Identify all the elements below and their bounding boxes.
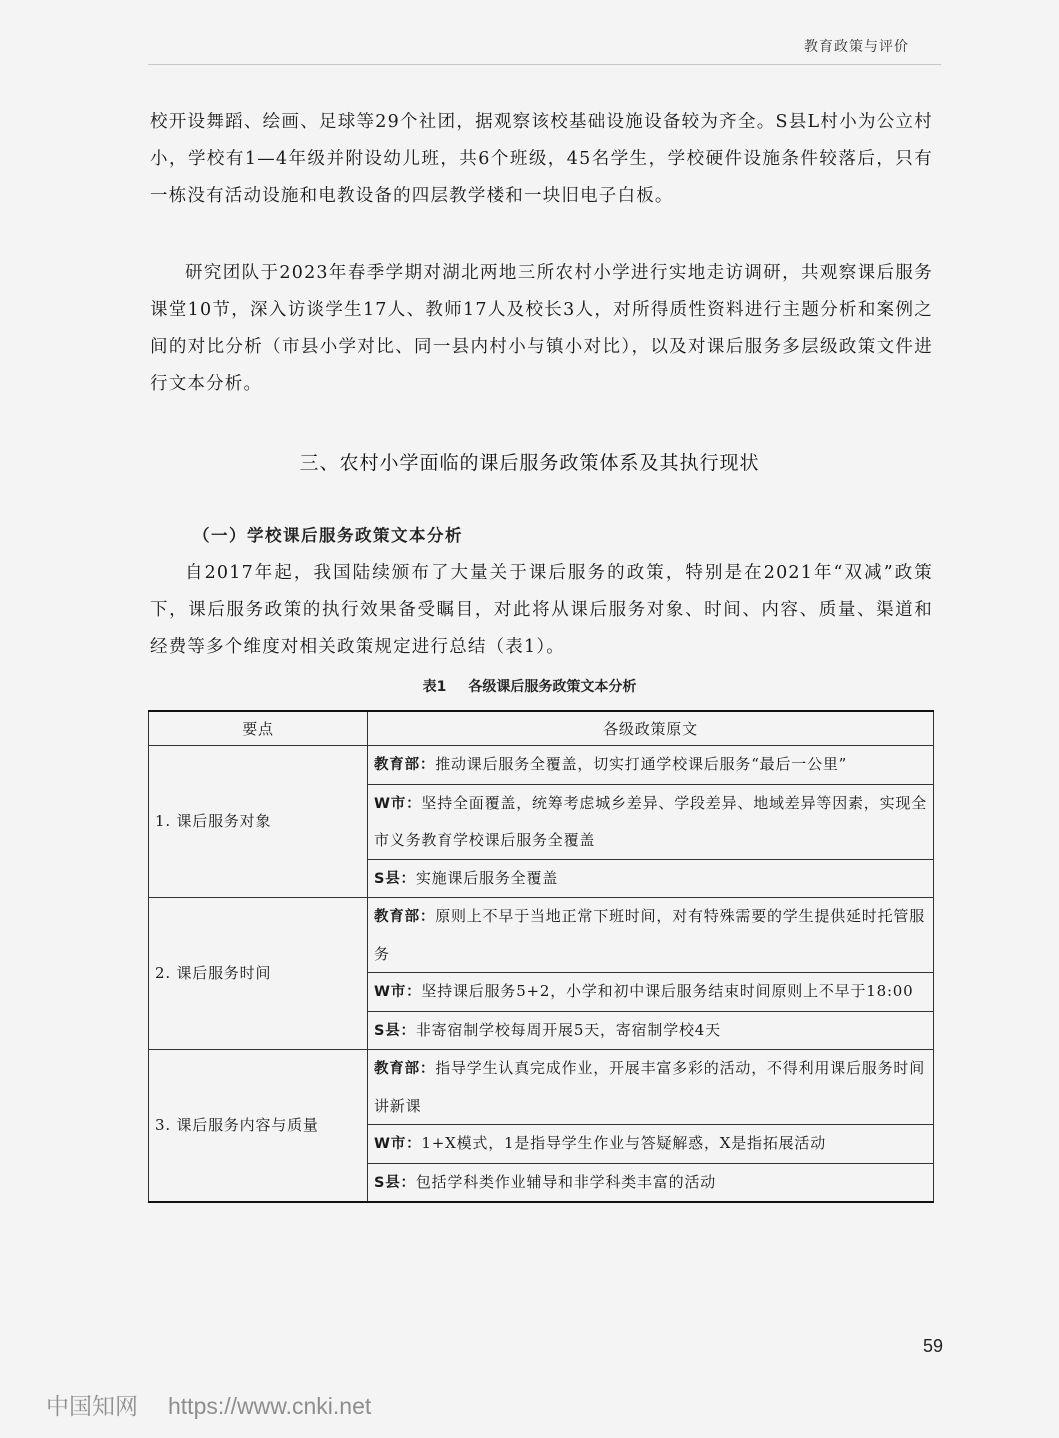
table-caption bbox=[0, 676, 1059, 696]
policy-level: 教育部： bbox=[374, 1061, 436, 1077]
table-row bbox=[149, 898, 934, 973]
paragraph-1: 校开设舞蹈、绘画、足球等29个社团，据观察该校基础设施设备较为齐全。S县L村小为公立村小，学校有1—4年级并附设幼儿班，共6个班级，45名学生，学校硬件设施条件较落后，只有一栋没有活动设施和电教设备的四层教学楼和一块旧电子白板。 bbox=[150, 112, 933, 206]
header-point: 要点 bbox=[149, 711, 368, 746]
section-title: 三、农村小学面临的课后服务政策体系及其执行现状 bbox=[299, 452, 760, 474]
watermark-brand: 中国知网 bbox=[46, 1394, 138, 1420]
policy-cell bbox=[368, 1163, 934, 1202]
policy-text: 实施课后服务全覆盖 bbox=[415, 868, 559, 887]
policy-cell bbox=[368, 1050, 934, 1125]
policy-text: 坚持课后服务5+2，小学和初中课后服务结束时间原则上不早于18:00 bbox=[421, 982, 914, 1000]
cnki-watermark bbox=[46, 1388, 371, 1421]
point-cell: 2. 课后服务时间 bbox=[149, 898, 368, 1050]
policy-level: S县： bbox=[374, 1022, 416, 1039]
table-caption-text: 各级课后服务政策文本分析 bbox=[468, 679, 637, 695]
policy-cell bbox=[368, 898, 934, 973]
policy-text: 坚持全面覆盖，统筹考虑城乡差异、学段差异、地域差异等因素，实现全市义务教育学校课后服务全覆盖 bbox=[374, 793, 928, 849]
policy-text: 包括学科类作业辅导和非学科类丰富的活动 bbox=[415, 1172, 717, 1191]
header-rule bbox=[148, 64, 941, 65]
policy-level: 教育部： bbox=[374, 909, 436, 925]
policy-level: 教育部： bbox=[374, 757, 436, 773]
running-head: 教育政策与评价 bbox=[804, 39, 909, 55]
header-policy-text: 各级政策原文 bbox=[368, 711, 934, 746]
policy-text: 指导学生认真完成作业，开展丰富多彩的活动，不得利用课后服务时间讲新课 bbox=[374, 1059, 926, 1115]
policy-level: W市： bbox=[374, 984, 422, 1000]
policy-level: S县： bbox=[374, 1174, 416, 1191]
table-row bbox=[149, 746, 934, 785]
table-row bbox=[149, 1050, 934, 1125]
paragraph-2: 研究团队于2023年春季学期对湖北两地三所农村小学进行实地走访调研，共观察课后服务课堂10节，深入访谈学生17人、教师17人及校长3人，对所得质性资料进行主题分析和案例之间的对比分析（市县小学对比、同一县内村小与镇小对比），以及对课后服务多层级政策文件进行文本分析。 bbox=[150, 263, 933, 394]
policy-cell bbox=[368, 973, 934, 1012]
policy-level: W市： bbox=[374, 1136, 422, 1152]
policy-text: 非寄宿制学校每周开展5天，寄宿制学校4天 bbox=[415, 1020, 721, 1039]
policy-cell bbox=[368, 1011, 934, 1050]
policy-text: 原则上不早于当地正常下班时间，对有特殊需要的学生提供延时托管服务 bbox=[374, 907, 926, 963]
table-header-row bbox=[149, 711, 934, 746]
policy-level: S县： bbox=[374, 870, 416, 887]
policy-level: W市： bbox=[374, 795, 422, 812]
page-number: 59 bbox=[922, 1336, 943, 1356]
point-cell: 3. 课后服务内容与质量 bbox=[149, 1050, 368, 1203]
policy-table bbox=[148, 710, 934, 1203]
table-caption-number: 表1 bbox=[422, 679, 447, 695]
policy-text: 推动课后服务全覆盖，切实打通学校课后服务“最后一公里” bbox=[435, 755, 848, 773]
policy-cell bbox=[368, 859, 934, 898]
point-cell: 1. 课后服务对象 bbox=[149, 746, 368, 898]
paragraph-3: 自2017年起，我国陆续颁布了大量关于课后服务的政策，特别是在2021年“双减”政策下，课后服务政策的执行效果备受瞩目，对此将从课后服务对象、时间、内容、质量、渠道和经费等多个维度对相关政策规定进行总结（表1）。 bbox=[150, 563, 933, 657]
watermark-url: https://www.cnki.net bbox=[168, 1393, 372, 1419]
policy-text: 1+X模式，1是指导学生作业与答疑解惑，X是指拓展活动 bbox=[421, 1134, 827, 1152]
policy-cell bbox=[368, 746, 934, 785]
policy-cell bbox=[368, 784, 934, 859]
sub-section-title: （一）学校课后服务政策文本分析 bbox=[193, 526, 463, 545]
policy-cell bbox=[368, 1125, 934, 1164]
